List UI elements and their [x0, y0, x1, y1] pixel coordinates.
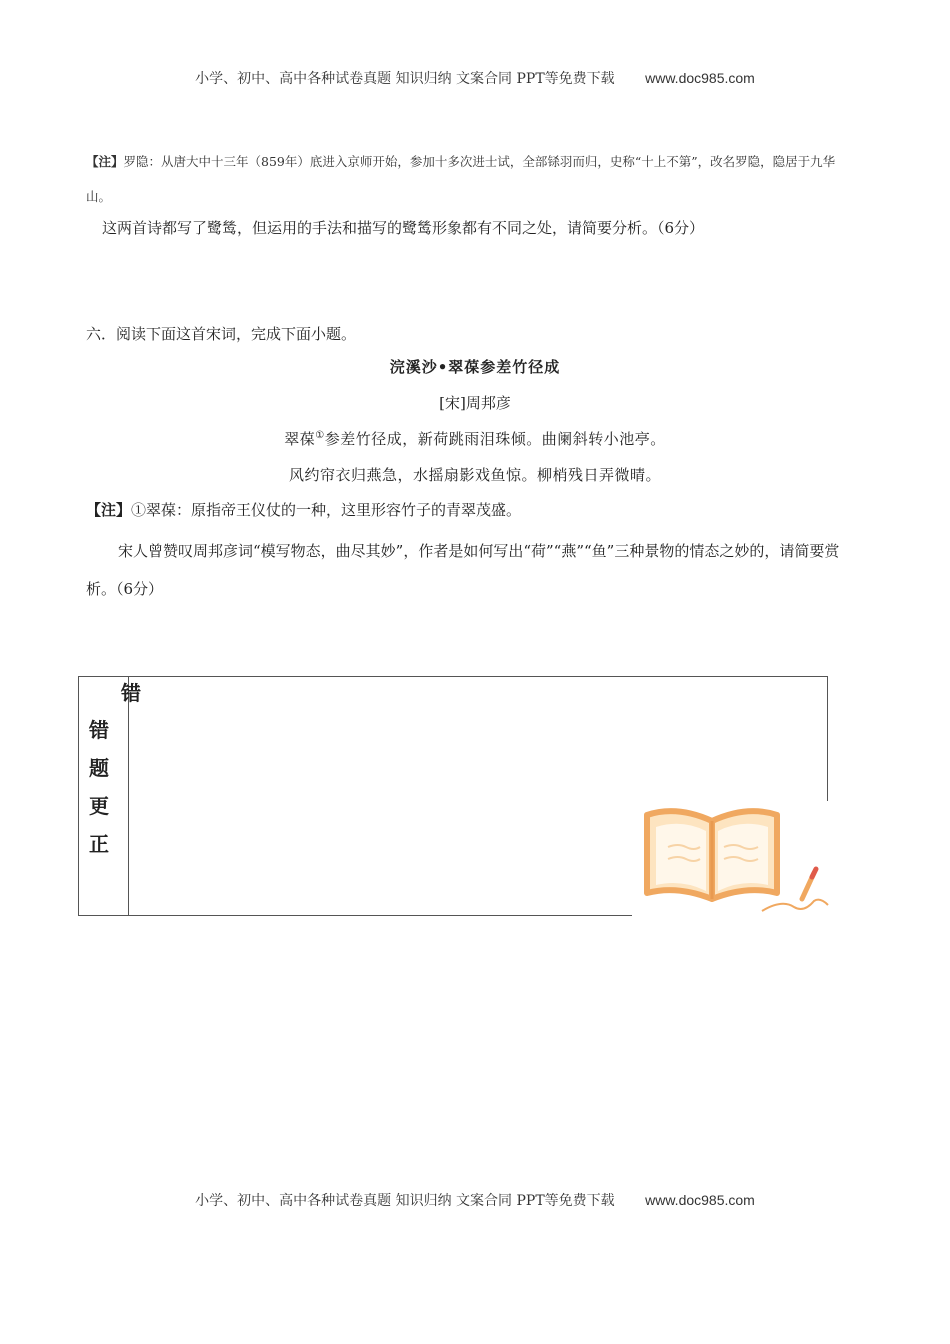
note-text: ①翠葆：原指帝王仪仗的一种，这里形容竹子的青翠茂盛。 — [131, 501, 522, 519]
page-header — [0, 68, 950, 88]
note-tag: 【注】 — [86, 501, 132, 519]
header-url[interactable]: www.doc985.com — [645, 70, 755, 86]
question-1: 这两首诗都写了鹭鸶，但运用的手法和描写的鹭鸶形象都有不同之处，请简要分析。（6分） — [102, 219, 705, 237]
poem-line-2: 风约帘衣归燕急，水摇扇影戏鱼惊。柳梢残日弄微晴。 — [288, 466, 661, 484]
section-6-heading: 六．阅读下面这首宋词，完成下面小题。 — [86, 325, 357, 343]
note-luoyin — [86, 144, 858, 214]
note-text: 罗隐：从唐大中十三年（859年）底进入京师开始，参加十多次进士试，全部铩羽而归，史称“十上不第”，改名罗隐，隐居于九华山。 — [86, 154, 836, 204]
label-char: 正 — [89, 832, 109, 856]
error-correction-box[interactable] — [78, 676, 828, 916]
note-tag: 【注】 — [86, 154, 124, 169]
box-vertical-label — [79, 711, 119, 863]
label-char: 错 — [89, 718, 109, 742]
poem-line-1-pre: 翠葆 — [284, 430, 316, 448]
footer-url[interactable]: www.doc985.com — [645, 1192, 755, 1208]
label-char: 题 — [89, 756, 109, 780]
open-book-icon — [632, 801, 832, 917]
box-corner-label: 错 — [121, 681, 141, 705]
box-divider — [128, 677, 129, 915]
poem-author: [宋]周邦彦 — [439, 394, 511, 412]
poem-line-1 — [0, 428, 950, 449]
note-cuibao — [86, 497, 521, 523]
label-char: 更 — [89, 794, 109, 818]
page-footer — [0, 1190, 950, 1210]
poem-line-1-post: 参差竹径成，新荷跳雨泪珠倾。曲阑斜转小池亭。 — [324, 430, 666, 448]
header-text: 小学、初中、高中各种试卷真题 知识归纳 文案合同 PPT等免费下载 — [195, 71, 615, 87]
poem-title: 浣溪沙•翠葆参差竹径成 — [389, 358, 561, 376]
question-2: 宋人曾赞叹周邦彦词“模写物态，曲尽其妙”，作者是如何写出“荷”“燕”“鱼”三种景物的情态之妙的，请简要赏析。（6分） — [86, 542, 840, 598]
footnote-mark: ① — [315, 430, 325, 441]
footer-text: 小学、初中、高中各种试卷真题 知识归纳 文案合同 PPT等免费下载 — [195, 1193, 615, 1209]
